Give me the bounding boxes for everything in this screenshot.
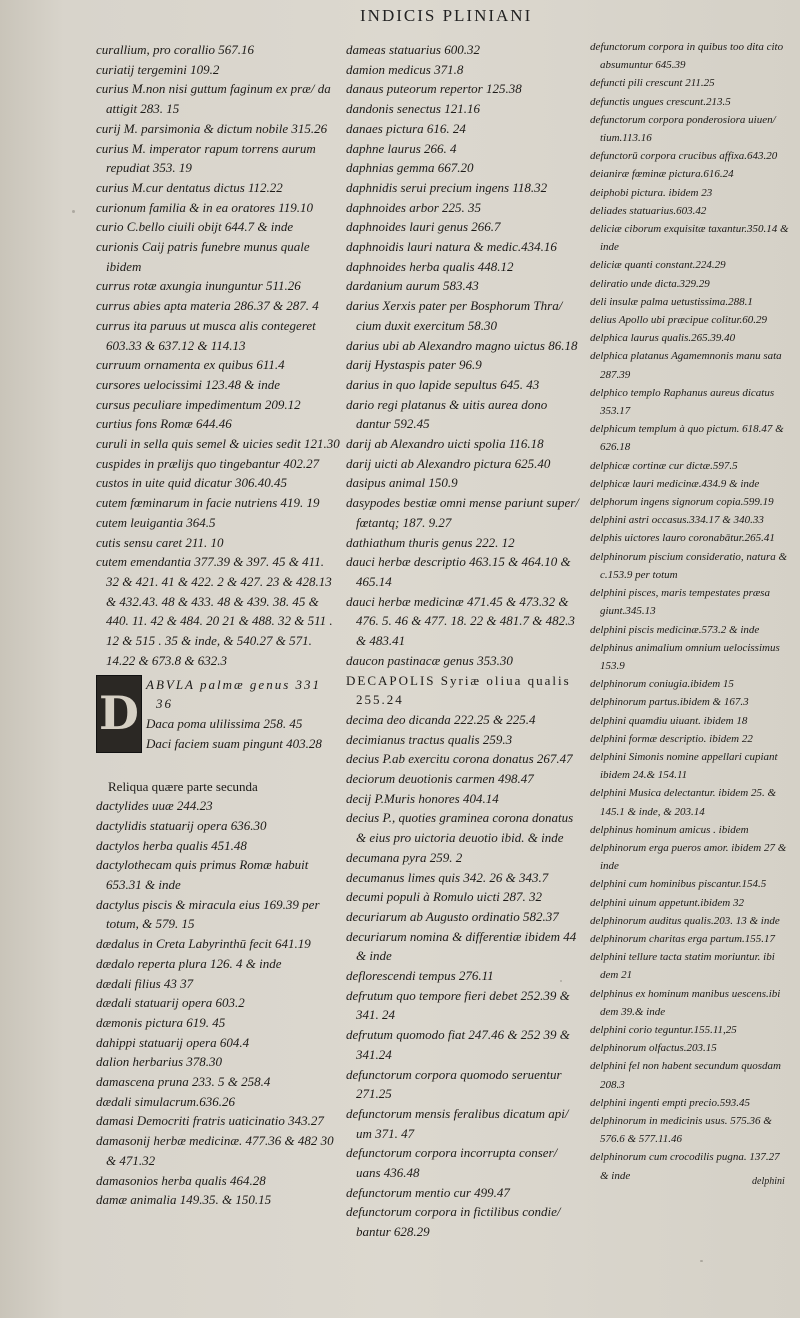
decorated-initial	[96, 675, 142, 753]
index-entry: defunctorum corpora quomodo seruentur 271.25	[346, 1066, 562, 1102]
index-entry: delphicæ lauri medicinæ.434.9 & inde	[590, 477, 760, 490]
index-entry: curionis Caij patris funebre munus quale ibidem	[96, 239, 310, 274]
index-entry: deliciæ quanti constant.224.29	[590, 259, 726, 272]
index-entry: curallium, pro corallio 567.16	[96, 42, 255, 57]
index-entry: dasypodes bestiæ omni mense pariunt super/ fœtantq; 187. 9.27	[346, 495, 579, 530]
index-column-3	[590, 38, 790, 1185]
index-entry: curionum familia & in ea oratores 119.10	[96, 199, 314, 215]
index-entry: defunctorum corpora ponderosiora uiuen/ tium.113.16	[590, 113, 776, 145]
index-entry: dauci herbæ descriptio 463.15 & 464.10 & 465.14	[346, 554, 571, 589]
index-entry: curij M. parsimonia & dictum nobile 315.26	[96, 120, 328, 136]
index-entry: delphini tellure tacta statim moriuntur. ibi dem 21	[590, 951, 775, 982]
index-entry: delphinus hominum amicus . ibidem	[590, 823, 749, 836]
paper-speck	[560, 980, 562, 982]
index-entry: delphini astri occasus.334.17 & 340.33	[590, 514, 764, 527]
index-entry: daphnoides herba qualis 448.12	[346, 258, 514, 274]
index-entry: decimianus tractus qualis 259.3	[346, 731, 513, 747]
column-1-entries-bottom	[96, 796, 340, 1210]
index-entry: deli insulæ palma uetustissima.288.1	[590, 295, 753, 308]
index-entry: delphinorum erga pueros amor. ibidem 27 & inde	[590, 841, 787, 873]
index-entry: delphinorum charitas erga partum.155.17	[590, 932, 776, 945]
index-entry: decius P., quoties graminea corona donatus & eius pro uictoria deuotio ibid. & inde	[346, 810, 574, 846]
index-entry: decumana pyra 259. 2	[346, 849, 463, 865]
index-entry: delphini quamdiu uiuant. ibidem 18	[590, 714, 748, 727]
index-entry: defunctorum corpora in quibus too dita cito absumuntur 645.39	[590, 41, 784, 72]
index-entry: darius Xerxis pater per Bosphorum Thra/ cium duxit exercitum 58.30	[346, 298, 563, 333]
index-entry: dathiathum thuris genus 222. 12	[346, 534, 515, 550]
index-entry: curtius fons Romæ 644.46	[96, 416, 232, 432]
index-entry: curius M. imperator rapum torrens aurum repudiat 353. 19	[96, 140, 316, 176]
index-entry: dario regi platanus & uitis aurea dono dantur 592.45	[346, 396, 548, 432]
index-entry: defunctis ungues crescunt.213.5	[590, 95, 731, 108]
index-entry: delphinorum cum crocodilis pugna. 137.27 & inde	[590, 1151, 780, 1182]
index-entry: delphinus ex hominum manibus uescens.ibi dem 39.& inde	[590, 987, 781, 1018]
index-entry: deliades statuarius.603.42	[590, 204, 707, 217]
index-entry: curius M.non nisi guttum faginum ex præ/ da attigit 283. 15	[96, 81, 331, 117]
index-entry: dactylidis statuarij opera 636.30	[96, 817, 267, 833]
index-entry: dahippi statuarij opera 604.4	[96, 1034, 250, 1050]
index-entry: dameas statuarius 600.32	[346, 42, 480, 57]
index-entry: delphicum templum à quo pictum. 618.47 & 626.18	[590, 423, 784, 454]
index-entry: dædali filius 43 37	[96, 975, 194, 991]
index-entry: deciorum deuotionis carmen 498.47	[346, 771, 534, 787]
index-entry: dædalus in Creta Labyrinthū fecit 641.19	[96, 936, 311, 952]
index-entry: Daca poma ulilissima 258. 45	[146, 715, 303, 731]
initial-entries	[146, 675, 340, 754]
index-entry: delphini ingenti empti precio.593.45	[590, 1096, 750, 1109]
index-entry: dædali simulacrum.636.26	[96, 1093, 236, 1109]
index-entry: delphica laurus qualis.265.39.40	[590, 332, 736, 345]
index-entry: dactylus piscis & miracula eius 169.39 per totum, & 579. 15	[96, 896, 320, 932]
index-entry: decij P.Muris honores 404.14	[346, 790, 499, 806]
column-1-entries-top	[96, 40, 340, 671]
index-entry: delphini uinum appetunt.ibidem 32	[590, 896, 744, 909]
index-entry: damasonij herbæ medicinæ. 477.36 & 482 30 & 471.32	[96, 1133, 334, 1168]
index-entry: dardanium aurum 583.43	[346, 278, 479, 294]
index-entry: damion medicus 371.8	[346, 61, 464, 77]
index-entry: delphinus animalium omnium uelocissimus 153.9	[590, 641, 780, 672]
index-entry: damasonios herba qualis 464.28	[96, 1172, 266, 1188]
index-entry: delphinorum coniugia.ibidem 15	[590, 678, 734, 691]
index-entry: decuriarum nomina & differentiæ ibidem 44 & inde	[346, 928, 577, 964]
index-entry: Daci faciem suam pingunt 403.28	[146, 735, 322, 751]
index-entry: delphica platanus Agamemnonis manu sata 287.39	[590, 350, 782, 381]
index-entry: dauci herbæ medicinæ 471.45 & 473.32 & 476. 5. 46 & 477. 18. 22 & 481.7 & 482.3 & 483.41	[346, 593, 575, 649]
index-entry: defrutum quomodo fiat 247.46 & 252 39 & 341.24	[346, 1027, 570, 1062]
index-entry: delphinorum auditus qualis.203. 13 & inde	[590, 914, 780, 927]
index-entry: curruum ornamenta ex quibus 611.4	[96, 357, 285, 373]
index-entry: deianiræ fœminæ pictura.616.24	[590, 168, 734, 181]
index-entry: decima deo dicanda 222.25 & 225.4	[346, 711, 536, 727]
index-entry: currus ita paruus ut musca alis contegeret 603.33 & 637.12 & 114.13	[96, 317, 316, 353]
index-entry: delphinorum in medicinis usus. 575.36 & 576.6 & 577.11.46	[590, 1114, 772, 1146]
index-entry: delphini Simonis nomine appellari cupiant ibidem 24.& 154.11	[590, 750, 778, 782]
index-entry: delphini pisces, maris tempestates præsa giunt.345.13	[590, 587, 770, 618]
index-entry: daphnidis serui precium ingens 118.32	[346, 179, 548, 195]
paper-speck	[700, 1260, 703, 1262]
index-entry: defunctorum mentio cur 499.47	[346, 1184, 510, 1200]
index-entry: curuli in sella quis semel & uicies sedit 121.30	[96, 436, 340, 452]
index-entry: delphini fel non habent secundum quosdam 208.3	[590, 1060, 781, 1091]
index-entry: danaes pictura 616. 24	[346, 120, 466, 136]
index-entry: currus abies apta materia 286.37 & 287. 4	[96, 298, 319, 314]
index-entry: daphnias gemma 667.20	[346, 160, 474, 176]
index-entry: DECAPOLIS Syriæ oliua qualis 255.24	[346, 672, 571, 708]
index-entry: daphne laurus 266. 4	[346, 140, 457, 156]
index-entry: dædalo reperta plura 126. 4 & inde	[96, 955, 282, 971]
index-entry: defunctorū corpora crucibus affixa.643.20	[590, 150, 778, 163]
index-entry: dactylides uuæ 244.23	[96, 798, 213, 814]
cross-reference-note: Reliqua quære parte secunda	[108, 778, 258, 794]
index-entry: delphinorum piscium consideratio, natura & c.153.9 per totum	[590, 550, 788, 581]
index-entry: daucon pastinacæ genus 353.30	[346, 652, 513, 668]
index-entry: delius Apollo ubi præcipue colitur.60.29	[590, 314, 768, 327]
index-entry: cuspides in prælijs quo tingebantur 402.27	[96, 455, 320, 471]
index-entry: defuncti pili crescunt 211.25	[590, 77, 715, 90]
index-entry: damasi Democriti fratris uaticinatio 343.27	[96, 1113, 324, 1129]
index-entry: curio C.bello ciuili obijt 644.7 & inde	[96, 219, 294, 235]
index-entry: darius in quo lapide sepultus 645. 43	[346, 376, 540, 392]
index-entry: delphorum ingens signorum copia.599.19	[590, 496, 774, 509]
index-entry: delphinorum partus.ibidem & 167.3	[590, 696, 749, 709]
index-entry: dasipus animal 150.9	[346, 475, 458, 491]
index-entry: cursus peculiare impedimentum 209.12	[96, 396, 301, 412]
index-entry: defunctorum corpora incorrupta conser/ uans 436.48	[346, 1145, 558, 1181]
index-entry: daphnoides lauri genus 266.7	[346, 219, 501, 235]
index-entry: currus rotæ axungia inunguntur 511.26	[96, 278, 301, 294]
index-entry: cutem emendantia 377.39 & 397. 45 & 411. 32 & 421. 41 & 422. 2 & 427. 23 & 428.13 & 432.43. 48 & 433. 48 & 439. 38. 45 & 440. 11. 42 & 484. 20 21 & 488. 32 & 511 . 12 & 515 . 35 & inde, & 540.27 & 571. 14.22 & 673.8 & 632.3	[96, 554, 333, 668]
index-entry: delphini piscis medicinæ.573.2 & inde	[590, 623, 760, 636]
index-entry: defrutum quo tempore fieri debet 252.39 & 341. 24	[346, 987, 570, 1023]
index-entry: dandonis senectus 121.16	[346, 101, 480, 117]
index-entry: cutem leuigantia 364.5	[96, 514, 216, 530]
index-entry: darij uicti ab Alexandro pictura 625.40	[346, 455, 551, 471]
index-entry: deflorescendi tempus 276.11	[346, 968, 494, 984]
index-entry: cutem fœminarum in facie nutriens 419. 19	[96, 495, 320, 511]
index-entry: danaus puteorum repertor 125.38	[346, 81, 522, 97]
index-entry: cursores uelocissimi 123.48 & inde	[96, 376, 281, 392]
index-entry: decius P.ab exercitu corona donatus 267.47	[346, 751, 573, 767]
index-column-1	[96, 40, 340, 1210]
catchword: delphini	[752, 1176, 785, 1187]
index-entry: deiphobi pictura. ibidem 23	[590, 186, 713, 199]
index-entry: darij Hystaspis pater 96.9	[346, 357, 482, 373]
index-entry: deliratio unde dicta.329.29	[590, 277, 710, 290]
index-entry: curiatij tergemini 109.2	[96, 61, 220, 77]
index-entry: daphnoidis lauri natura & medic.434.16	[346, 239, 557, 255]
index-entry: cutis sensu caret 211. 10	[96, 534, 224, 550]
decorated-initial-letter: D	[99, 685, 139, 740]
index-entry: damascena pruna 233. 5 & 258.4	[96, 1074, 271, 1090]
index-entry: defunctorum corpora in fictilibus condie/ bantur 628.29	[346, 1204, 561, 1240]
index-entry: delphinorum olfactus.203.15	[590, 1042, 717, 1055]
paper-speck	[72, 210, 75, 213]
index-entry: decuriarum ab Augusto ordinatio 582.37	[346, 908, 559, 924]
index-entry: delphis uictores lauro coronabātur.265.41	[590, 532, 775, 545]
index-entry: dædali statuarij opera 603.2	[96, 995, 245, 1011]
index-entry: defunctorum mensis feralibus dicatum api/ um 371. 47	[346, 1105, 569, 1141]
index-column-2	[346, 40, 582, 1242]
initial-block	[96, 675, 340, 775]
index-entry: delphicæ cortinæ cur dictæ.597.5	[590, 459, 738, 472]
index-entry: daphnoides arbor 225. 35	[346, 199, 482, 215]
index-entry: delphini Musica delectantur. ibidem 25. & 145.1 & inde, & 203.14	[590, 787, 777, 818]
index-entry: damæ animalia 149.35. & 150.15	[96, 1192, 272, 1208]
index-entry: delphini cum hominibus piscantur.154.5	[590, 878, 767, 891]
index-entry: dalion herbarius 378.30	[96, 1054, 223, 1070]
index-entry: delphico templo Raphanus aureus dicatus 353.17	[590, 386, 775, 418]
index-entry: dactylos herba qualis 451.48	[96, 837, 247, 853]
index-entry: custos in uite quid dicatur 306.40.45	[96, 475, 288, 491]
index-entry: darij ab Alexandro uicti spolia 116.18	[346, 436, 544, 452]
index-entry: dactylothecam quis primus Romæ habuit 653.31 & inde	[96, 857, 309, 893]
index-entry: darius ubi ab Alexandro magno uictus 86.18	[346, 337, 578, 353]
running-head: INDICIS PLINIANI	[360, 6, 533, 25]
index-entry: deliciæ ciborum exquisitæ taxantur.350.14 & inde	[590, 223, 789, 254]
index-entry: delphini formæ descriptio. ibidem 22	[590, 732, 753, 745]
index-entry: ABVLA palmæ genus 331 36	[146, 676, 322, 712]
index-entry: decumi populi à Romulo uicti 287. 32	[346, 889, 543, 905]
index-entry: decumanus limes quis 342. 26 & 343.7	[346, 869, 549, 885]
index-entry: delphini corio teguntur.155.11,25	[590, 1023, 737, 1036]
index-entry: curius M.cur dentatus dictus 112.22	[96, 179, 283, 195]
index-entry: dæmonis pictura 619. 45	[96, 1014, 226, 1030]
